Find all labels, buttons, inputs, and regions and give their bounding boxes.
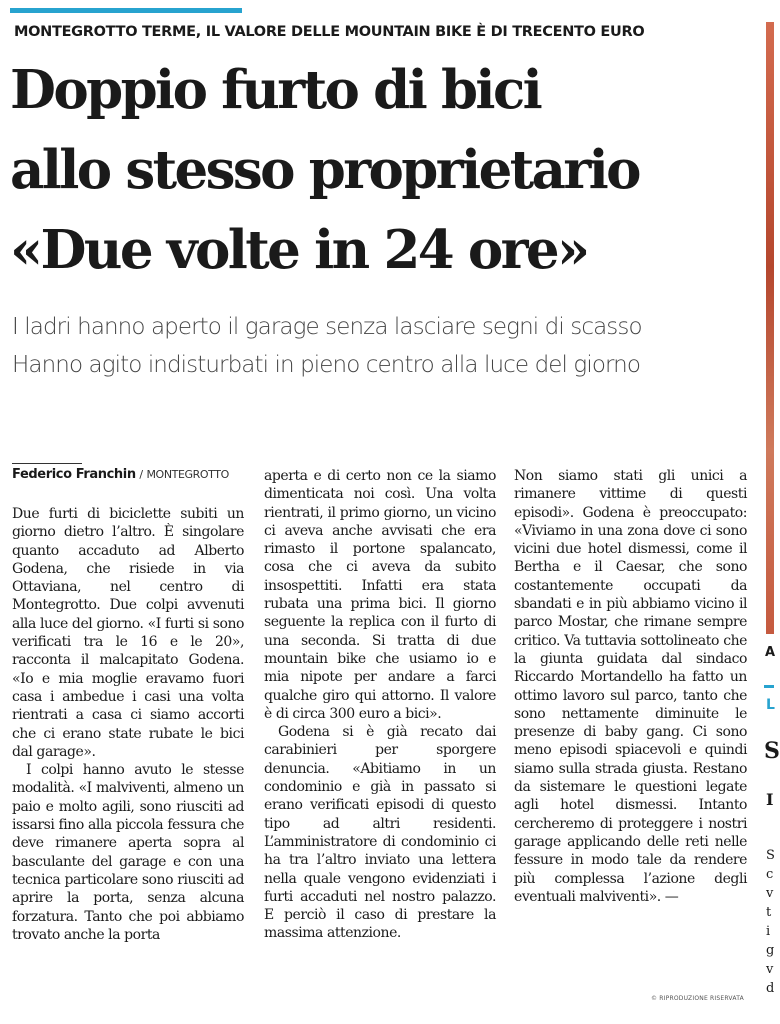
adjacent-fragment: A <box>765 645 776 660</box>
article-column-2 <box>264 467 496 1013</box>
adjacent-fragment: d <box>766 981 775 996</box>
article-headline <box>10 50 750 290</box>
adjacent-fragment: L <box>766 697 775 713</box>
adjacent-fragment: S <box>766 848 775 863</box>
paragraph: I colpi hanno avuto le stesse modalità. «I malviventi, almeno un paio e molto agili, sono riusciti ad issarsi fino alla piccola fessura che deve rimanere aperta sopra al basculante del garage e con una tecnica particolare sono riusciti ad aprire la porta, senza alcuna forzatura. Tanto che poi abbiamo trovato anche la porta <box>12 762 244 943</box>
adjacent-article-photo <box>766 22 774 634</box>
adjacent-fragment: c <box>766 867 774 882</box>
adjacent-fragment: v <box>766 886 774 901</box>
adjacent-fragment: i <box>766 924 771 939</box>
subhead-line: I ladri hanno aperto il garage senza lasciare segni di scasso <box>12 314 642 340</box>
adjacent-fragment: g <box>766 943 775 958</box>
article-column-3 <box>514 467 747 989</box>
adjacent-fragment: I <box>766 790 774 809</box>
headline-line: allo stesso proprietario <box>10 139 639 201</box>
byline-author: Federico Franchin <box>12 467 136 482</box>
article-kicker: MONTEGROTTO TERME, IL VALORE DELLE MOUNTAIN BIKE È DI TRECENTO EURO <box>14 24 645 40</box>
section-accent-bar <box>10 8 242 13</box>
byline-place: MONTEGROTTO <box>146 468 229 481</box>
paragraph: Godena si è già recato dai carabinieri per sporgere denuncia. «Abitiamo in un condominio e già in passato si erano verificati episodi di questo tipo ad altri residenti. L’amministratore di condominio ci ha tra l’altro inviato una lettera nella quale vengono evidenziati i furti accaduti nel nostro palazzo. E perciò il caso di prestare la massima attenzione. <box>264 724 496 942</box>
copyright-notice: © RIPRODUZIONE RISERVATA <box>651 995 744 1002</box>
headline-line: «Due volte in 24 ore» <box>10 219 588 281</box>
headline-line: Doppio furto di bici <box>10 59 541 121</box>
article-column-1 <box>12 505 244 1013</box>
subhead-line: Hanno agito indisturbati in pieno centro alla luce del giorno <box>12 352 640 378</box>
paragraph: aperta e di certo non ce la siamo dimenticata noi così. Una volta rientrati, il primo giorno, un vicino ci aveva anche avvisati che era rimasto il portone spalancato, cosa che ci aveva da subito insospettiti. Infatti era stata rubata una prima bici. Il giorno seguente la replica con il furto di una seconda. Si tratta di due mountain bike che usiamo io e mia nipote per andare a farci qualche giro qui attorno. Il valore è di circa 300 euro a bici». <box>264 468 496 722</box>
paragraph: Non siamo stati gli unici a rimanere vittime di questi episodi». Godena è preoccupato: «Viviamo in una zona dove ci sono vicini due hotel dismessi, come il Bertha e il Caesar, che sono costantemente occupati da sbandati e in più abbiamo vicino il parco Mostar, che rimane sempre critico. Va tuttavia sottolineato che la giunta guidata dal sindaco Riccardo Mortandello ha fatto un ottimo lavoro sul parco, tanto che sono nettamente diminuite le presenze di baby gang. Ci sono meno episodi spiacevoli e quindi siamo sulla strada giusta. Restano da sistemare le questioni legate agli hotel dismessi. Intanto cercheremo di proteggere i nostri garage applicando delle reti nelle fessure in modo tale da rendere più complessa l’azione degli eventuali malviventi». — <box>514 468 747 905</box>
adjacent-fragment: t <box>766 905 772 920</box>
adjacent-fragment: S <box>764 738 780 764</box>
byline-rule <box>12 463 82 464</box>
adjacent-accent-bar <box>764 685 774 688</box>
byline <box>12 467 252 482</box>
article-subheadline <box>12 308 752 384</box>
byline-separator: / <box>139 468 143 481</box>
paragraph: Due furti di biciclette subiti un giorno dietro l’altro. È singolare quanto accaduto ad Alberto Godena, che risiede in via Ottaviana, nel centro di Montegrotto. Due colpi avvenuti alla luce del giorno. «I furti si sono verificati tra le 16 e le 20», racconta il malcapitato Godena. «Io e mia moglie eravamo fuori casa i ambedue i casi una volta rientrati a casa ci siamo accorti che ci erano state rubate le bici dal garage». <box>12 506 244 760</box>
adjacent-fragment: v <box>766 962 774 977</box>
